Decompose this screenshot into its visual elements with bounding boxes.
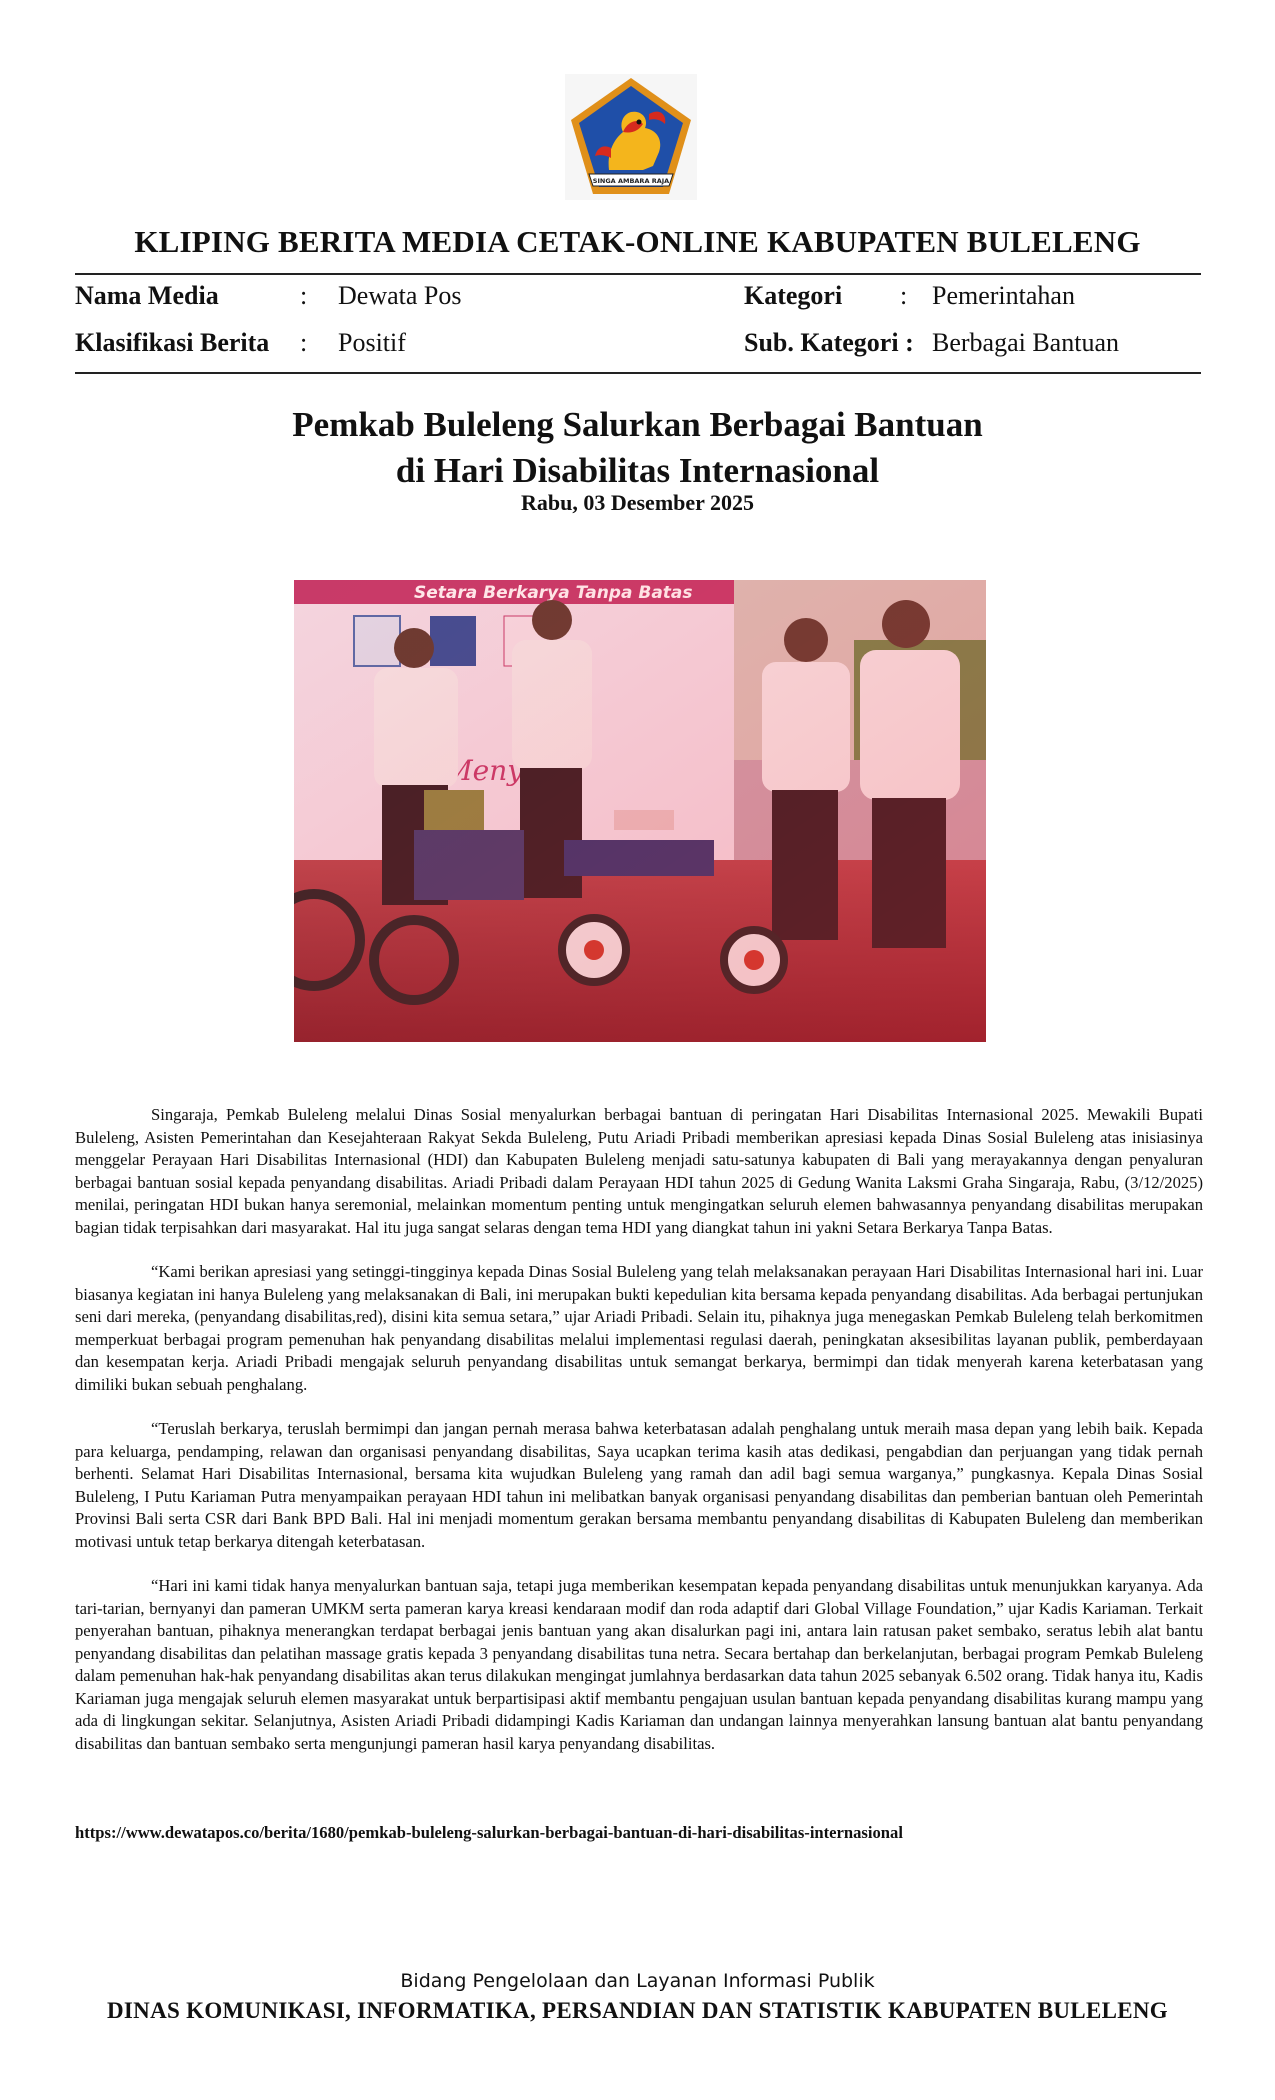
article-body [75,1104,1203,1777]
classification-value: Positif [338,328,406,357]
news-photo [294,580,986,1042]
footer-title: DINAS KOMUNIKASI, INFORMATIKA, PERSANDIAN DAN STATISTIK KABUPATEN BULELENG [107,1998,1168,2023]
classification-label: Klasifikasi Berita [75,328,270,357]
header-rule-bottom [75,372,1201,374]
source-url: https://www.dewatapos.co/berita/1680/pemkab-buleleng-salurkan-berbagai-bantuan-di-hari-disabilitas-internasional [75,1823,903,1842]
article-paragraph: Singaraja, Pemkab Buleleng melalui Dinas Sosial menyalurkan berbagai bantuan di peringatan Hari Disabilitas Internasional 2025. Mewakili Bupati Buleleng, Asisten Pemerintahan dan Kesejahteraan Rakyat Sekda Buleleng, Putu Ariadi Pribadi memberikan apresiasi kepada Dinas Sosial Buleleng atas inisiasinya menggelar Perayaan Hari Disabilitas Internasional (HDI) dan Kabupaten Buleleng menjadi satu-satunya kabupaten di Bali yang merayakannya dengan penyaluran berbagai bantuan sosial kepada penyandang disabilitas. Ariadi Pribadi dalam Perayaan HDI tahun 2025 di Gedung Wanita Laksmi Graha Singaraja, Rabu, (3/12/2025) menilai, peringatan HDI bukan hanya seremonial, melainkan momentum penting untuk mengingatkan seluruh elemen bahwasannya penyandang disabilitas merupakan bagian tidak terpisahkan dari masyarakat. Hal itu juga sangat selaras dengan tema HDI yang diangkat tahun ini yakni Setara Berkarya Tanpa Batas. [75,1105,1203,1237]
headline-line-1: Pemkab Buleleng Salurkan Berbagai Bantuan [292,405,983,444]
media-value: Dewata Pos [338,281,462,310]
article-paragraph: “Kami berikan apresiasi yang setinggi-tingginya kepada Dinas Sosial Buleleng yang telah melaksanakan perayaan Hari Disabilitas Internasional hari ini. Luar biasanya kegiatan ini hanya Buleleng yang melaksanakan di Bali, ini merupakan bukti kepedulian kita bersama kepada penyandang disabilitas. Ada berbagai pertunjukan seni dari mereka, (penyandang disabilitas,red), disini kita semua setara,” ujar Ariadi Pribadi. Selain itu, pihaknya juga menegaskan Pemkab Buleleng telah berkomitmen memperkuat berbagai program pemenuhan hak penyandang disabilitas melalui implementasi regulasi daerah, peningkatan aksesibilitas layanan publik, pemberdayaan dan kesempatan kerja. Ariadi Pribadi mengajak seluruh penyandang disabilitas untuk semangat berkarya, bermimpi dan tidak menyerah karena keterbatasan yang dimiliki bukan sebuah penghalang. [75,1262,1203,1394]
category-label: Kategori [744,281,843,310]
article-paragraph: “Teruslah berkarya, teruslah bermimpi dan jangan pernah merasa bahwa keterbatasan adalah penghalang untuk meraih masa depan yang lebih baik. Kepada para keluarga, pendamping, relawan dan organisasi penyandang disabilitas, Saya ucapkan terima kasih atas dedikasi, pengabdian dan perjuangan yang tidak pernah berhenti. Selamat Hari Disabilitas Internasional, bersama kita wujudkan Buleleng yang ramah dan adil bagi semua warganya,” pungkasnya. Kepala Dinas Sosial Buleleng, I Putu Kariaman Putra menyampaikan perayaan HDI tahun ini melibatkan banyak organisasi penyandang disabilitas dan pemberian bantuan oleh Pemerintah Provinsi Bali serta CSR dari Bank BPD Bali. Hal ini menjadi momentum gerakan bersama membantu penyandang disabilitas di Kabupaten Buleleng dan memberikan motivasi untuk tetap berkarya ditengah keterbatasan. [75,1419,1203,1551]
classification-colon: : [300,328,308,357]
media-label: Nama Media [75,281,219,310]
media-colon: : [300,281,308,310]
header-rule-top [75,273,1201,275]
category-colon: : [900,281,908,310]
article-headline [0,402,1275,494]
category-value: Pemerintahan [932,281,1075,310]
buleleng-regency-logo [565,74,697,200]
footer-subtitle: Bidang Pengelolaan dan Layanan Informasi Publik [400,1970,875,1992]
logo-motto: SINGA AMBARA RAJA [592,177,670,185]
article-paragraph: “Hari ini kami tidak hanya menyalurkan bantuan saja, tetapi juga memberikan kesempatan kepada penyandang disabilitas untuk menunjukkan karyanya. Ada tari-tarian, bernyanyi dan pameran UMKM serta pameran karya kreasi kendaraan modif dan roda adaptif dari Global Village Foundation,” ujar Kadis Kariaman. Terkait penyerahan bantuan, pihaknya menerangkan terdapat berbagai jenis bantuan yang akan disalurkan pagi ini, antara lain ratusan paket sembako, seratus lebih alat bantu penyandang disabilitas dan pelatihan massage gratis kepada 3 penyandang disabilitas tuna netra. Secara bertahap dan berkelanjutan, berbagai program Pemkab Buleleng dalam pemenuhan hak-hak penyandang disabilitas akan terus dilakukan mengingat jumlahnya berdasarkan data tahun 2025 sebanyak 6.502 orang. Tidak hanya itu, Kadis Kariaman juga mengajak seluruh elemen masyarakat untuk berpartisipasi aktif membantu pengajuan usulan bantuan kepada penyandang disabilitas kurang mampu yang ada di lingkungan sekitar. Selanjutnya, Asisten Ariadi Pribadi didampingi Kadis Kariaman dan undangan lainnya menyerahkan lansung bantuan alat bantu penyandang disabilitas dan bantuan sembako serta mengunjungi pameran hasil karya penyandang disabilitas. [75,1576,1203,1753]
article-date: Rabu, 03 Desember 2025 [520,490,755,515]
header-title: KLIPING BERITA MEDIA CETAK-ONLINE KABUPATEN BULELENG [134,224,1141,259]
subcategory-value: Berbagai Bantuan [932,328,1119,357]
subcategory-label: Sub. Kategori : [744,328,914,357]
headline-line-2: di Hari Disabilitas Internasional [395,451,880,490]
